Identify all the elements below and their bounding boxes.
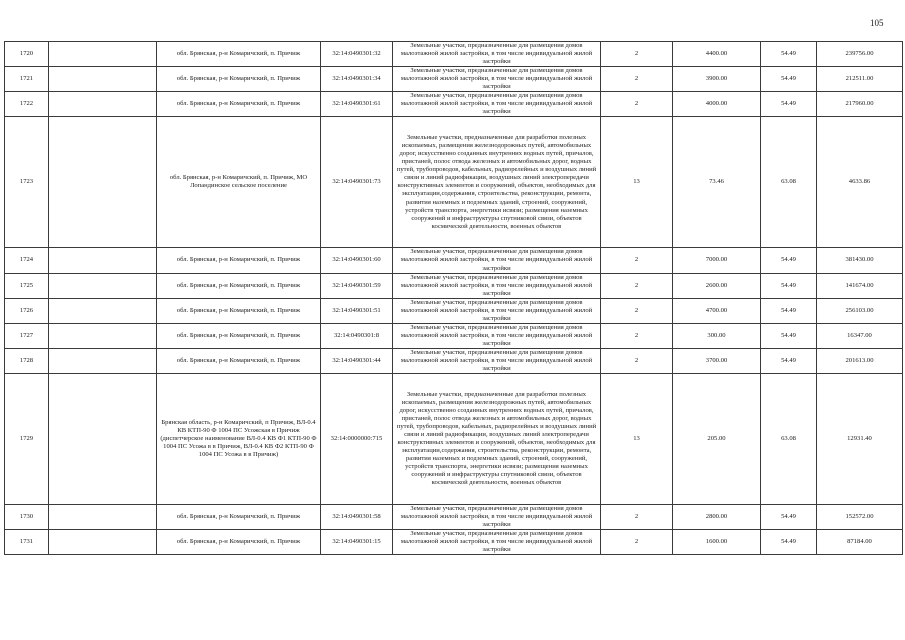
row-number-cell: 1721 <box>5 67 49 92</box>
cadastral-number-cell: 32:14:0490301:15 <box>321 530 393 555</box>
cadastral-number-cell: 32:14:0490301:8 <box>321 323 393 348</box>
area-cell: 300.00 <box>673 323 761 348</box>
land-purpose-cell: Земельные участки, предназначенные для размещения домов малоэтажной жилой застройки, в том числе индивидуальной жилой застройки <box>393 248 601 273</box>
row-number-cell: 1720 <box>5 42 49 67</box>
table-row <box>5 117 903 248</box>
blank-cell <box>49 42 157 67</box>
blank-cell <box>49 505 157 530</box>
cadastral-value-cell: 201613.00 <box>817 348 903 373</box>
address-cell: обл. Брянская, р-н Комаричский, п. Причиж <box>157 67 321 92</box>
area-cell: 7000.00 <box>673 248 761 273</box>
row-number-cell: 1723 <box>5 117 49 248</box>
table-row <box>5 92 903 117</box>
table-row <box>5 67 903 92</box>
land-purpose-cell: Земельные участки, предназначенные для размещения домов малоэтажной жилой застройки, в том числе индивидуальной жилой застройки <box>393 298 601 323</box>
row-number-cell: 1729 <box>5 374 49 505</box>
blank-cell <box>49 273 157 298</box>
address-cell: обл. Брянская, р-н Комаричский, п. Причиж <box>157 323 321 348</box>
land-purpose-cell: Земельные участки, предназначенные для размещения домов малоэтажной жилой застройки, в том числе индивидуальной жилой застройки <box>393 348 601 373</box>
table-row <box>5 323 903 348</box>
rate-cell: 63.08 <box>761 117 817 248</box>
cadastral-number-cell: 32:14:0490301:59 <box>321 273 393 298</box>
cadastral-number-cell: 32:14:0490301:58 <box>321 505 393 530</box>
area-cell: 2800.00 <box>673 505 761 530</box>
cadastral-number-cell: 32:14:0000000:715 <box>321 374 393 505</box>
group-count-cell: 2 <box>601 273 673 298</box>
row-number-cell: 1730 <box>5 505 49 530</box>
group-count-cell: 2 <box>601 505 673 530</box>
cadastral-value-cell: 4633.86 <box>817 117 903 248</box>
area-cell: 73.46 <box>673 117 761 248</box>
blank-cell <box>49 117 157 248</box>
table-row <box>5 42 903 67</box>
row-number-cell: 1728 <box>5 348 49 373</box>
group-count-cell: 2 <box>601 530 673 555</box>
row-number-cell: 1725 <box>5 273 49 298</box>
blank-cell <box>49 248 157 273</box>
cadastral-value-cell: 87184.00 <box>817 530 903 555</box>
row-number-cell: 1726 <box>5 298 49 323</box>
group-count-cell: 2 <box>601 348 673 373</box>
cadastral-value-cell: 16347.00 <box>817 323 903 348</box>
rate-cell: 54.49 <box>761 323 817 348</box>
table-row <box>5 248 903 273</box>
row-number-cell: 1724 <box>5 248 49 273</box>
address-cell: обл. Брянская, р-н Комаричский, п. Причиж <box>157 42 321 67</box>
rate-cell: 54.49 <box>761 92 817 117</box>
land-purpose-cell: Земельные участки, предназначенные для разработки полезных ископаемых, размещения железнодорожных путей, автомобильных дорог, искусственно созданных внутренних водных путей, причалов, пристаней, полос отвода железных и автомобильных дорог, водных путей, трубопроводов, кабельных, радиорелейных и воздушных линий связи и линий радиофикации, воздушных линий электропередачи конструктивных элементов и сооружений, объектов, необходимых для эксплуатации,содержания, строительства, реконструкции, ремонта, развития наземных и подземных зданий, строений, сооружений, устройств транспорта, энергетики исвязи; размещения наземных сооружений и инфраструктуры спутниковой связи, объектов космической деятельности, военных объектов <box>393 117 601 248</box>
land-purpose-cell: Земельные участки, предназначенные для размещения домов малоэтажной жилой застройки, в том числе индивидуальной жилой застройки <box>393 505 601 530</box>
rate-cell: 54.49 <box>761 348 817 373</box>
area-cell: 4400.00 <box>673 42 761 67</box>
group-count-cell: 13 <box>601 374 673 505</box>
address-cell: Брянская область, р-н Комаричский, п Причиж, ВЛ-0.4 КВ КТП-90 Ф 1004 ПС Усожская в Причиж (диспетчерское наименование ВЛ-0.4 КВ Ф1 КТП-90 Ф 1004 ПС Усожа в в Причиж, ВЛ-0.4 КВ Ф2 КТП-90 Ф 1004 ПС Усожа в в Причиж) <box>157 374 321 505</box>
rate-cell: 54.49 <box>761 298 817 323</box>
land-purpose-cell: Земельные участки, предназначенные для размещения домов малоэтажной жилой застройки, в том числе индивидуальной жилой застройки <box>393 92 601 117</box>
land-purpose-cell: Земельные участки, предназначенные для размещения домов малоэтажной жилой застройки, в том числе индивидуальной жилой застройки <box>393 273 601 298</box>
blank-cell <box>49 530 157 555</box>
group-count-cell: 2 <box>601 67 673 92</box>
blank-cell <box>49 92 157 117</box>
cadastral-value-cell: 212511.00 <box>817 67 903 92</box>
area-cell: 205.00 <box>673 374 761 505</box>
blank-cell <box>49 67 157 92</box>
rate-cell: 54.49 <box>761 67 817 92</box>
cadastral-value-cell: 381430.00 <box>817 248 903 273</box>
rate-cell: 54.49 <box>761 248 817 273</box>
land-purpose-cell: Земельные участки, предназначенные для размещения домов малоэтажной жилой застройки, в том числе индивидуальной жилой застройки <box>393 67 601 92</box>
rate-cell: 54.49 <box>761 505 817 530</box>
cadastral-number-cell: 32:14:0490301:51 <box>321 298 393 323</box>
cadastral-value-cell: 141674.00 <box>817 273 903 298</box>
address-cell: обл. Брянская, р-н Комаричский, п. Причиж <box>157 505 321 530</box>
land-purpose-cell: Земельные участки, предназначенные для размещения домов малоэтажной жилой застройки, в том числе индивидуальной жилой застройки <box>393 323 601 348</box>
group-count-cell: 2 <box>601 298 673 323</box>
land-purpose-cell: Земельные участки, предназначенные для разработки полезных ископаемых, размещения железнодорожных путей, автомобильных дорог, искусственно созданных внутренних водных путей, причалов, пристаней, полос отвода железных и автомобильных дорог, водных путей, трубопроводов, кабельных, радиорелейных и воздушных линий связи и линий радиофикации, воздушных линий электропередачи конструктивных элементов и сооружений, объектов, необходимых для эксплуатации,содержания, строительства, реконструкции, ремонта, развития наземных и подземных зданий, строений, сооружений, устройств транспорта, энергетики исвязи; размещения наземных сооружений и инфраструктуры спутниковой связи, объектов космической деятельности, военных объектов <box>393 374 601 505</box>
table-row <box>5 273 903 298</box>
area-cell: 2600.00 <box>673 273 761 298</box>
row-number-cell: 1727 <box>5 323 49 348</box>
cadastral-value-cell: 12931.40 <box>817 374 903 505</box>
address-cell: обл. Брянская, р-н Комаричский, п. Причиж <box>157 273 321 298</box>
area-cell: 1600.00 <box>673 530 761 555</box>
rate-cell: 63.08 <box>761 374 817 505</box>
cadastral-number-cell: 32:14:0490301:34 <box>321 67 393 92</box>
group-count-cell: 13 <box>601 117 673 248</box>
cadastral-value-cell: 239756.00 <box>817 42 903 67</box>
rate-cell: 54.49 <box>761 530 817 555</box>
cadastral-number-cell: 32:14:0490301:61 <box>321 92 393 117</box>
address-cell: обл. Брянская, р-н Комаричский, п. Причиж, МО Лопандинское сельское поселение <box>157 117 321 248</box>
cadastral-number-cell: 32:14:0490301:73 <box>321 117 393 248</box>
blank-cell <box>49 323 157 348</box>
cadastral-number-cell: 32:14:0490301:60 <box>321 248 393 273</box>
area-cell: 4000.00 <box>673 92 761 117</box>
rate-cell: 54.49 <box>761 273 817 298</box>
area-cell: 3700.00 <box>673 348 761 373</box>
land-parcel-table <box>4 41 903 555</box>
rate-cell: 54.49 <box>761 42 817 67</box>
blank-cell <box>49 298 157 323</box>
cadastral-value-cell: 256103.00 <box>817 298 903 323</box>
table-row <box>5 505 903 530</box>
address-cell: обл. Брянская, р-н Комаричский, п. Причиж <box>157 248 321 273</box>
table-row <box>5 374 903 505</box>
blank-cell <box>49 348 157 373</box>
cadastral-value-cell: 152572.00 <box>817 505 903 530</box>
area-cell: 3900.00 <box>673 67 761 92</box>
group-count-cell: 2 <box>601 323 673 348</box>
cadastral-number-cell: 32:14:0490301:32 <box>321 42 393 67</box>
address-cell: обл. Брянская, р-н Комаричский, п. Причиж <box>157 298 321 323</box>
land-purpose-cell: Земельные участки, предназначенные для размещения домов малоэтажной жилой застройки, в том числе индивидуальной жилой застройки <box>393 42 601 67</box>
cadastral-value-cell: 217960.00 <box>817 92 903 117</box>
area-cell: 4700.00 <box>673 298 761 323</box>
table-row <box>5 298 903 323</box>
blank-cell <box>49 374 157 505</box>
table-row <box>5 348 903 373</box>
address-cell: обл. Брянская, р-н Комаричский, п. Причиж <box>157 348 321 373</box>
address-cell: обл. Брянская, р-н Комаричский, п. Причиж <box>157 530 321 555</box>
group-count-cell: 2 <box>601 248 673 273</box>
table-row <box>5 530 903 555</box>
land-purpose-cell: Земельные участки, предназначенные для размещения домов малоэтажной жилой застройки, в том числе индивидуальной жилой застройки <box>393 530 601 555</box>
group-count-cell: 2 <box>601 92 673 117</box>
cadastral-number-cell: 32:14:0490301:44 <box>321 348 393 373</box>
row-number-cell: 1722 <box>5 92 49 117</box>
group-count-cell: 2 <box>601 42 673 67</box>
page-number: 105 <box>870 18 884 28</box>
row-number-cell: 1731 <box>5 530 49 555</box>
address-cell: обл. Брянская, р-н Комаричский, п. Причиж <box>157 92 321 117</box>
